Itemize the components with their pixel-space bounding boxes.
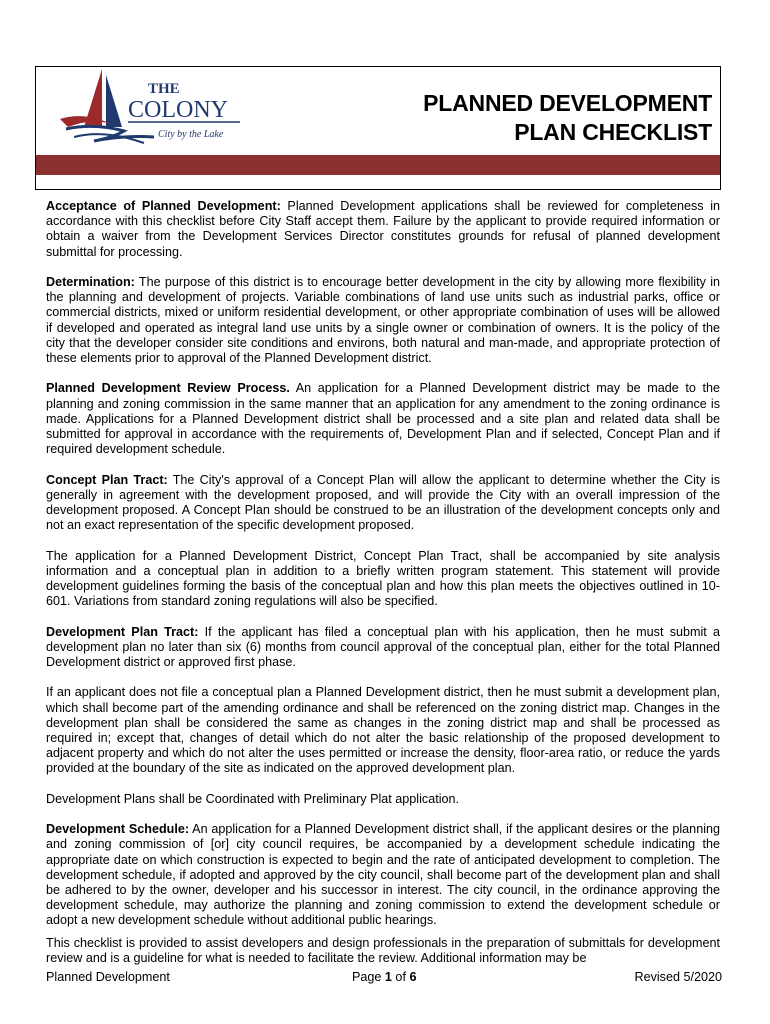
development-schedule-label: Development Schedule: bbox=[46, 822, 190, 837]
acceptance-label: Acceptance of Planned Development: bbox=[46, 199, 281, 213]
header-red-band bbox=[36, 155, 720, 175]
coordinated-paragraph: Development Plans shall be Coordinated with Preliminary Plat application. bbox=[46, 791, 460, 806]
acceptance-paragraph: Acceptance of Planned Development: Planned Development applications shall be reviewed for completeness in accordance with this checklist before City Staff accept them. Failure by the applicant to provide required information or obtain a waiver from the Development Services Director constitutes grounds for refusal of planned development submittal for processing. bbox=[46, 199, 721, 259]
review-process-paragraph: Planned Development Review Process. An application for a Planned Development district may be made to the planning and zoning commission in the same manner that an application for any amendment to the zoning ordinance is made. Applications for a Planned Development district shall be processed and a site plan and related data shall be submitted for approval in accordance with the requirements of, Development Plan and if selected, Concept Plan and if required development schedule. bbox=[46, 381, 720, 457]
development-plan-label: Development Plan Tract: bbox=[46, 624, 199, 639]
logo-text-the: THE bbox=[148, 81, 180, 97]
footer-page-number: Page 1 of 6 bbox=[352, 970, 417, 984]
logo-tagline: City by the Lake bbox=[158, 129, 224, 140]
the-colony-logo bbox=[54, 67, 244, 153]
title-line-2: PLAN CHECKLIST bbox=[514, 119, 712, 145]
concept-plan-label: Concept Plan Tract: bbox=[46, 472, 168, 487]
if-applicant-paragraph: If an applicant does not file a conceptual plan a Planned Development district, then he must submit a development plan, which shall become part of the amending ordinance and shall be referenced on the zoning district map. Changes in the development plan shall be considered the same as changes in the zoning district map and shall be processed as required in; except that, changes of detail which do not alter the basic relationship of the proposed development to adjacent property and which do not alter the uses permitted or increase the density, floor-area ratio, or reduce the yards provided at the boundary of the site as indicated on the approved development plan. bbox=[46, 685, 720, 776]
title-line-1: PLANNED DEVELOPMENT bbox=[423, 90, 712, 116]
development-schedule-paragraph: Development Schedule: An application for a Planned Development district shall, if the applicant desires or the planning and zoning commission of [or] city council requires, be accompanied by a development schedule indicating the appropriate date on which construction is expected to begin and the rate of anticipated development to completion. The development schedule, if adopted and approved by the city council, shall become part of the development plan and shall be adhered to by the owner, developer and his successor in interest. The city council, in the ordinance approving the development schedule, may authorize the planning and zoning commission to extend the development schedule or adopt a new development schedule without additional public hearings. bbox=[46, 822, 720, 928]
footer-revised-date: Revised 5/2020 bbox=[634, 970, 722, 984]
logo-text-colony: COLONY bbox=[128, 97, 228, 123]
header-box bbox=[35, 66, 721, 190]
application-paragraph: The application for a Planned Development District, Concept Plan Tract, shall be accompanied by site analysis information and a conceptual plan in addition to a briefly written program statement. This statement will provide development guidelines forming the basis of the conceptual plan and how this plan meets the objectives outlined in 10-601. Variations from standard zoning regulations will also be specified. bbox=[46, 548, 720, 609]
document-body bbox=[46, 199, 720, 966]
footer-doc-name: Planned Development bbox=[46, 970, 170, 984]
review-process-label: Planned Development Review Process. bbox=[46, 381, 290, 396]
development-plan-paragraph: Development Plan Tract: If the applicant has filed a conceptual plan with his application, then he must submit a development plan no later than six (6) months from council approval of the conceptual plan, either for the total Planned Development district or approved first phase. bbox=[46, 624, 721, 670]
determination-paragraph: Determination: The purpose of this district is to encourage better development in the city by allowing more flexibility in the planning and development of projects. Variable combinations of land use units such as industrial parks, office or commercial districts, mixed or uniform residential development, or other appropriate combination of uses will be allowed if developed and operated as integral land use units by a single owner or combination of owners. It is the policy of the city that the developer consider site conditions and environs, both natural and man-made, and appropriate protection of these elements prior to approval of the Planned Development district. bbox=[46, 275, 720, 366]
concept-plan-paragraph: Concept Plan Tract: The City's approval of a Concept Plan will allow the applicant to determine whether the City is generally in agreement with the development proposed, and will provide the City with an overall impression of the development proposed. A Concept Plan should be construed to be an illustration of the development concepts only and not an exact representation of the specific development proposed. bbox=[46, 472, 721, 533]
page-footer bbox=[46, 970, 722, 988]
checklist-paragraph: This checklist is provided to assist developers and design professionals in the preparation of submittals for development review and is a guideline for what is needed to facilitate the review. Additional information may be bbox=[46, 935, 720, 965]
determination-label: Determination: bbox=[46, 275, 135, 289]
page-title bbox=[423, 89, 712, 147]
